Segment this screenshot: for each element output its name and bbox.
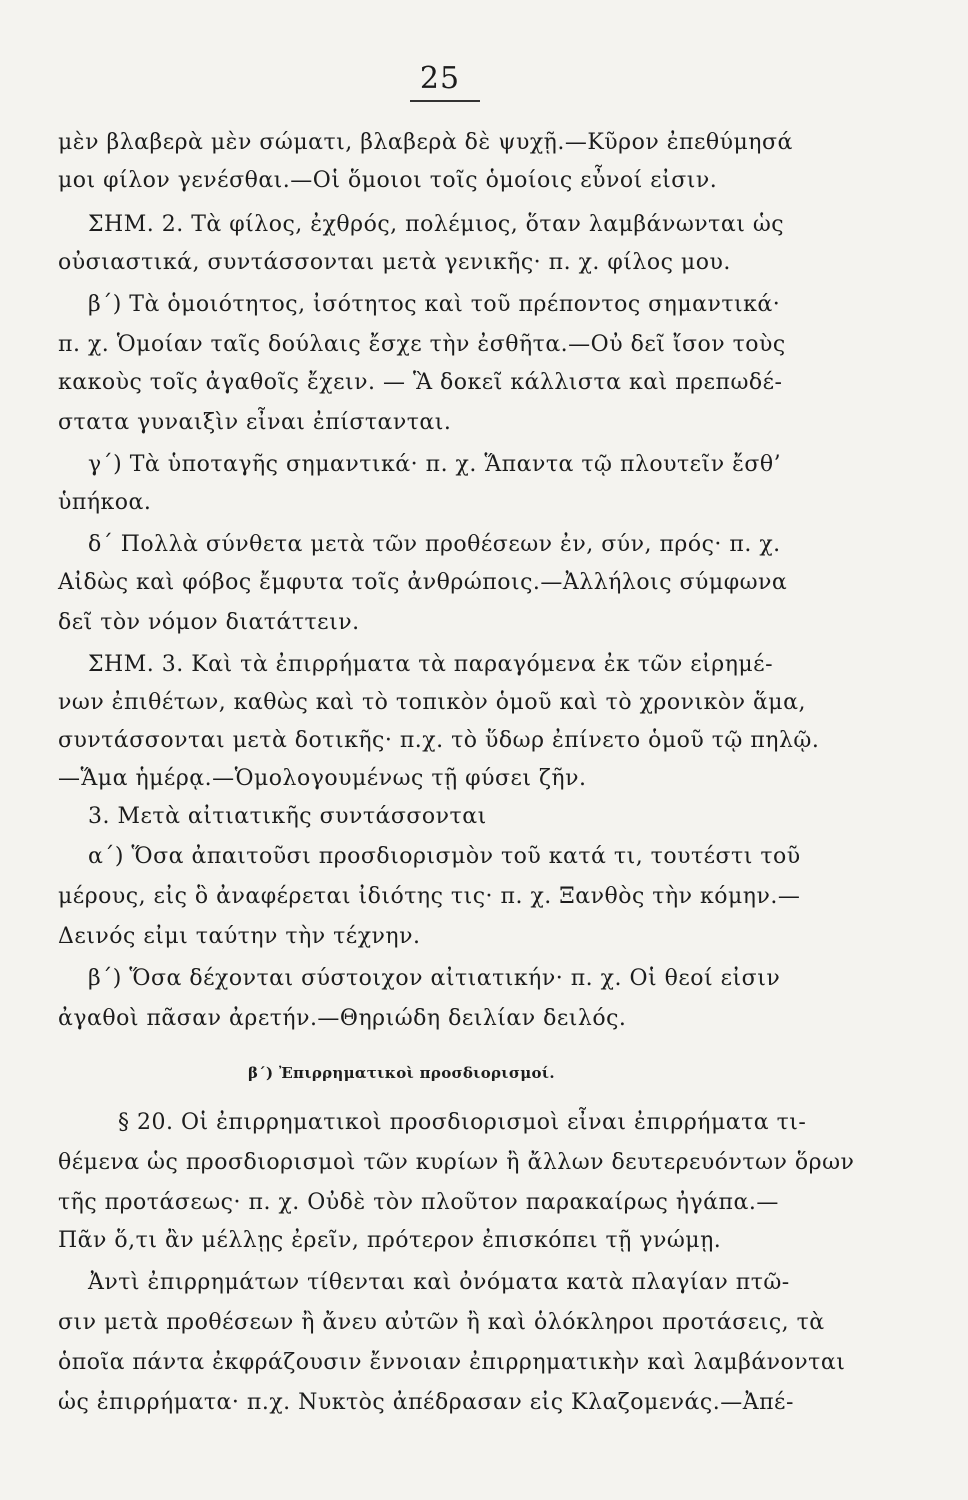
text-line: δ΄ Πολλὰ σύνθετα μετὰ τῶν προθέσεων ἐν, σύν, πρός· π. χ.	[88, 532, 781, 557]
text-line: Ἀντὶ ἐπιρρημάτων τίθενται καὶ ὀνόματα κατὰ πλαγίαν πτῶ-	[88, 1270, 790, 1295]
text-line: ΣΗΜ. 3. Καὶ τὰ ἐπιρρήματα τὰ παραγόμενα ἐκ τῶν εἰρημέ-	[88, 652, 774, 677]
text-line: κακοὺς τοῖς ἀγαθοῖς ἔχειν. — Ἃ δοκεῖ κάλλιστα καὶ πρεπωδέ-	[58, 370, 783, 395]
text-line: § 20. Οἱ ἐπιρρηματικοὶ προσδιορισμοὶ εἶναι ἐπιρρήματα τι-	[118, 1110, 807, 1135]
text-line: Δεινός εἰμι ταύτην τὴν τέχνην.	[58, 924, 421, 949]
text-line: ὡς ἐπιρρήματα· π.χ. Νυκτὸς ἀπέδρασαν εἰς Κλαζομενάς.—Ἀπέ-	[58, 1390, 794, 1415]
text-line: β΄) Ὅσα δέχονται σύστοιχον αἰτιατικήν· π. χ. Οἱ θεοί εἰσιν	[88, 966, 781, 991]
text-line: Πᾶν ὅ,τι ἂν μέλλῃς ἐρεῖν, πρότερον ἐπισκόπει τῇ γνώμῃ.	[58, 1228, 722, 1253]
text-line: Αἰδὼς καὶ φόβος ἔμφυτα τοῖς ἀνθρώποις.—Ἀλλήλοις σύμφωνα	[58, 570, 788, 595]
text-line: ὑπήκοα.	[58, 490, 152, 515]
text-line: στατα γυναιξὶν εἶναι ἐπίστανται.	[58, 410, 452, 435]
text-line: α΄) Ὅσα ἀπαιτοῦσι προσδιορισμὸν τοῦ κατά τι, τουτέστι τοῦ	[88, 844, 801, 869]
text-line: ΣΗΜ. 2. Τὰ φίλος, ἐχθρός, πολέμιος, ὅταν λαμβάνωνται ὡς	[88, 212, 785, 237]
text-line: συντάσσονται μετὰ δοτικῆς· π.χ. τὸ ὕδωρ ἐπίνετο ὁμοῦ τῷ πηλῷ.	[58, 728, 820, 753]
page-number-rule	[410, 100, 480, 102]
text-line: π. χ. Ὁμοίαν ταῖς δούλαις ἔσχε τὴν ἐσθῆτα.—Οὐ δεῖ ἴσον τοὺς	[58, 332, 786, 357]
text-line: β΄) Τὰ ὁμοιότητος, ἰσότητος καὶ τοῦ πρέποντος σημαντικά·	[88, 292, 781, 317]
text-line: 3. Μετὰ αἰτιατικῆς συντάσσονται	[88, 804, 487, 829]
text-line: μέρους, εἰς ὃ ἀναφέρεται ἰδιότης τις· π. χ. Ξανθὸς τὴν κόμην.—	[58, 884, 801, 909]
text-line: οὐσιαστικά, συντάσσονται μετὰ γενικῆς· π. χ. φίλος μου.	[58, 250, 731, 275]
text-line: ἀγαθοὶ πᾶσαν ἀρετήν.—Θηριώδη δειλίαν δειλός.	[58, 1006, 627, 1031]
text-line: —Ἅμα ἡμέρᾳ.—Ὁμολογουμένως τῇ φύσει ζῆν.	[58, 766, 587, 791]
text-line: γ΄) Τὰ ὑποταγῆς σημαντικά· π. χ. Ἅπαντα τῷ πλουτεῖν ἔσθ’	[88, 452, 782, 477]
text-line: ὁποῖα πάντα ἐκφράζουσιν ἔννοιαν ἐπιρρηματικὴν καὶ λαμβάνονται	[58, 1350, 846, 1375]
section-heading: β΄) Ἐπιρρηματικοὶ προσδιορισμοί.	[248, 1064, 555, 1082]
text-line: νων ἐπιθέτων, καθὼς καὶ τὸ τοπικὸν ὁμοῦ καὶ τὸ χρονικὸν ἅμα,	[58, 690, 806, 715]
text-line: θέμενα ὡς προσδιορισμοὶ τῶν κυρίων ἢ ἄλλων δευτερευόντων ὅρων	[58, 1150, 855, 1175]
text-line: μὲν βλαβερὰ μὲν σώματι, βλαβερὰ δὲ ψυχῇ.—Κῦρον ἐπεθύμησά	[58, 130, 793, 155]
text-line: μοι φίλον γενέσθαι.—Οἱ ὅμοιοι τοῖς ὁμοίοις εὖνοί εἰσιν.	[58, 168, 718, 193]
text-line: τῆς προτάσεως· π. χ. Οὐδὲ τὸν πλοῦτον παρακαίρως ἠγάπα.—	[58, 1190, 779, 1215]
text-line: δεῖ τὸν νόμον διατάττειν.	[58, 610, 360, 635]
page-number: 25	[419, 61, 461, 96]
text-line: σιν μετὰ προθέσεων ἢ ἄνευ αὐτῶν ἢ καὶ ὁλόκληροι προτάσεις, τὰ	[58, 1310, 825, 1335]
